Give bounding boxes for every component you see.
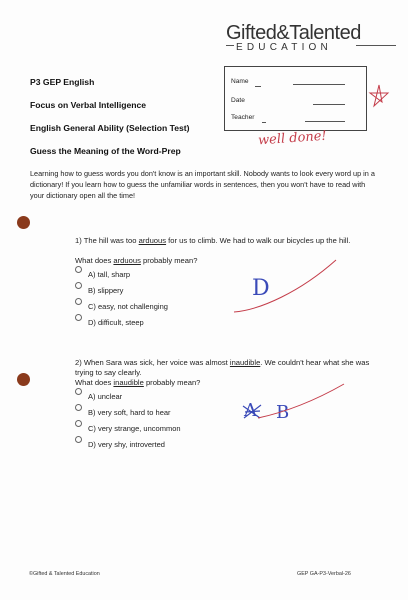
radio-icon[interactable] bbox=[75, 420, 82, 427]
student-info-box bbox=[224, 66, 367, 131]
radio-icon[interactable] bbox=[75, 388, 82, 395]
date-label: Date bbox=[231, 97, 245, 104]
question-2-text bbox=[75, 358, 375, 378]
q2-option-a[interactable]: A) unclear bbox=[75, 392, 122, 401]
date-line bbox=[313, 104, 345, 105]
header-topic: Guess the Meaning of the Word-Prep bbox=[30, 146, 181, 156]
radio-icon[interactable] bbox=[75, 266, 82, 273]
q1-prompt-word: arduous bbox=[113, 256, 141, 265]
q2-prompt-pre: What does bbox=[75, 378, 114, 387]
radio-icon[interactable] bbox=[75, 298, 82, 305]
name-line bbox=[293, 84, 345, 85]
star-mark-icon bbox=[368, 84, 390, 110]
q1-option-a[interactable]: A) tall, sharp bbox=[75, 270, 130, 279]
teacher-line-short bbox=[262, 122, 266, 123]
question-1-text bbox=[75, 236, 375, 246]
teacher-label: Teacher bbox=[231, 114, 255, 121]
q2-crossed-answer: A bbox=[244, 400, 257, 421]
logo-title: Gifted&Talented bbox=[226, 22, 361, 44]
q2-tick-mark-icon bbox=[256, 382, 346, 422]
q1-option-b[interactable]: B) slippery bbox=[75, 286, 123, 295]
q2-option-d[interactable]: D) very shy, introverted bbox=[75, 440, 165, 449]
name-line-short bbox=[255, 86, 261, 87]
q1-text-pre: 1) The hill was too bbox=[75, 236, 139, 245]
logo-subtitle: EDUCATION bbox=[236, 42, 332, 53]
logo-rule-right bbox=[356, 45, 396, 46]
q2-handwritten-answer: B bbox=[276, 402, 290, 423]
q1-prompt-pre: What does bbox=[75, 256, 114, 265]
footer-copyright: ©Gifted & Talented Education bbox=[29, 571, 100, 577]
q1-option-c[interactable]: C) easy, not challenging bbox=[75, 302, 168, 311]
binder-hole-bottom bbox=[17, 373, 30, 386]
q2-prompt-word: inaudible bbox=[113, 378, 144, 387]
header-focus: Focus on Verbal Intelligence bbox=[30, 100, 147, 110]
q1-prompt-post: probably mean? bbox=[140, 256, 198, 265]
radio-icon[interactable] bbox=[75, 404, 82, 411]
q2-text-pre: 2) When Sara was sick, her voice was almost bbox=[75, 358, 230, 367]
binder-hole-top bbox=[17, 216, 30, 229]
footer-code: GEP GA-P3-Verbal-26 bbox=[297, 571, 351, 577]
q2-prompt-post: probably mean? bbox=[143, 378, 201, 387]
q1-option-d[interactable]: D) difficult, steep bbox=[75, 318, 144, 327]
radio-icon[interactable] bbox=[75, 282, 82, 289]
teacher-line bbox=[305, 121, 345, 122]
q1-tick-mark-icon bbox=[230, 258, 340, 316]
q1-target-word: arduous bbox=[138, 236, 167, 245]
radio-icon[interactable] bbox=[75, 436, 82, 443]
q2-text-post: . We couldn't hear what she was trying to say clearly. bbox=[75, 358, 370, 377]
handwritten-praise: well done! bbox=[257, 128, 328, 149]
header-course: P3 GEP English bbox=[30, 77, 95, 87]
q1-text-post: for us to climb. We had to walk our bicycles up the hill. bbox=[166, 236, 351, 245]
name-label: Name bbox=[231, 78, 249, 85]
header-test: English General Ability (Selection Test) bbox=[30, 123, 190, 133]
q1-handwritten-answer: D bbox=[252, 276, 270, 301]
intro-paragraph: Learning how to guess words you don't know is an important skill. Nobody wants to look every word up in a dictionary! If you learn how to guess the unfamiliar words in sentences, then you won't have to read with your dictionary open all the time! bbox=[30, 169, 375, 200]
q2-option-c[interactable]: C) very strange, uncommon bbox=[75, 424, 181, 433]
logo-rule-left bbox=[226, 45, 234, 46]
q2-option-b[interactable]: B) very soft, hard to hear bbox=[75, 408, 171, 417]
q2-target-word: inaudible bbox=[229, 358, 261, 367]
radio-icon[interactable] bbox=[75, 314, 82, 321]
